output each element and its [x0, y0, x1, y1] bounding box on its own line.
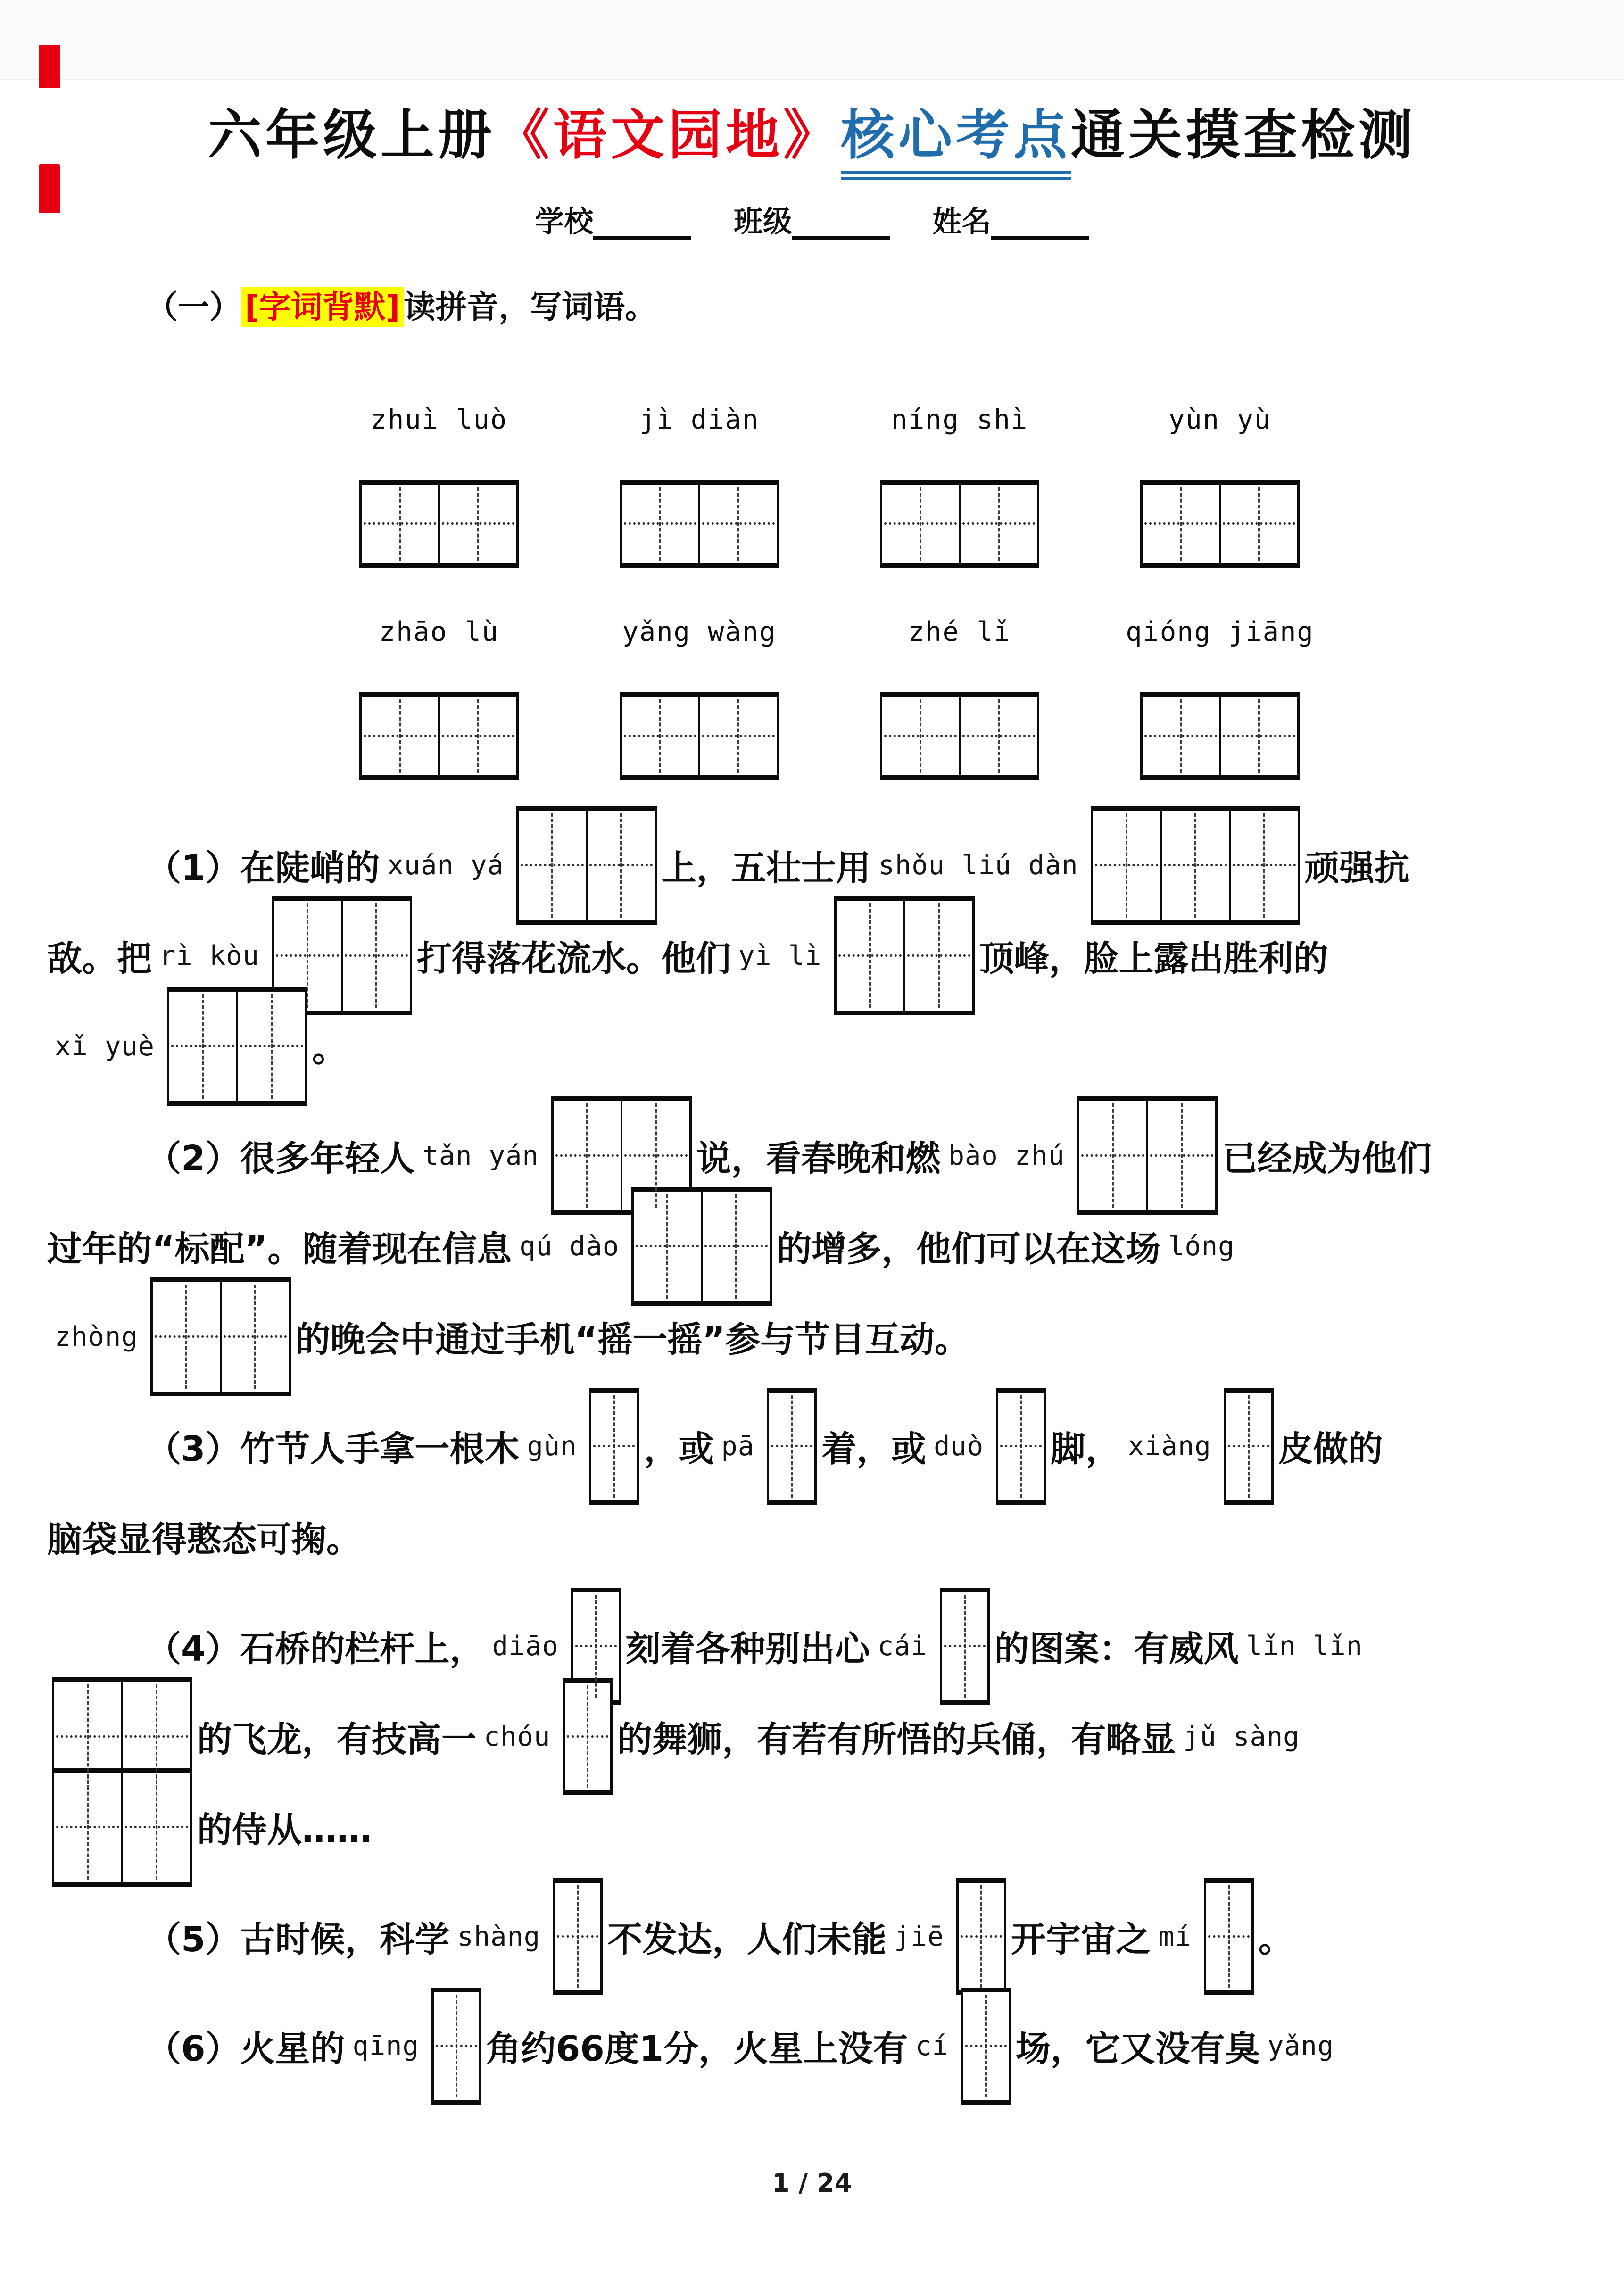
section-index: （一） [146, 289, 241, 325]
pinyin-label: diāo [492, 1631, 559, 1662]
writing-cell[interactable] [434, 1992, 479, 2100]
pinyin-grid-row [358, 401, 1301, 568]
pinyin-label: xuán yá [387, 850, 504, 881]
writing-cell[interactable] [1206, 1883, 1251, 1990]
school-field [535, 198, 691, 240]
pinyin-word-column [358, 613, 520, 780]
section-header [146, 282, 656, 327]
writing-grid-box[interactable] [150, 1277, 291, 1396]
writing-grid-box[interactable] [961, 1988, 1011, 2105]
writing-grid-box[interactable] [620, 692, 779, 780]
chinese-text: 已经成为他们 [1222, 1138, 1432, 1179]
writing-cell[interactable] [882, 485, 959, 563]
chinese-text: （2）很多年轻人 [146, 1138, 415, 1179]
pinyin-label: zhāo lù [379, 616, 499, 647]
class-input-blank[interactable] [792, 208, 890, 240]
chinese-text: 场，它又没有臭 [1015, 2029, 1260, 2069]
writing-grid-box[interactable] [1077, 1096, 1218, 1215]
chinese-text: 上，五壮士用 [661, 848, 871, 888]
sentence-line [47, 911, 1596, 1001]
pinyin-label: xǐ yuè [55, 1031, 155, 1062]
writing-cell[interactable] [1079, 1101, 1146, 1210]
chinese-text: 脚， [1051, 1429, 1121, 1469]
writing-cell[interactable] [1219, 485, 1297, 563]
writing-cell[interactable] [1146, 1101, 1215, 1210]
pinyin-label: lǐn lǐn [1246, 1631, 1363, 1662]
sentence-line [47, 1401, 1596, 1492]
section-instruction: 读拼音，写词语。 [404, 289, 657, 325]
writing-cell[interactable] [1160, 811, 1229, 920]
chinese-text: 说，看春晚和燃 [696, 1138, 941, 1179]
writing-cell[interactable] [701, 1192, 770, 1301]
writing-cell[interactable] [586, 811, 655, 920]
sentence-line [47, 1111, 1596, 1201]
chinese-text: 着，或 [821, 1429, 927, 1469]
name-input-blank[interactable] [991, 208, 1089, 240]
pinyin-label: duò [934, 1431, 984, 1462]
pinyin-label: shàng [457, 1921, 541, 1952]
chinese-text: 的侍从…… [197, 1810, 372, 1850]
writing-grid-box[interactable] [1140, 480, 1300, 568]
writing-grid-box[interactable] [834, 896, 975, 1015]
writing-grid-box[interactable] [940, 1588, 990, 1705]
pinyin-label: qióng jiāng [1126, 616, 1314, 647]
writing-grid-box[interactable] [1091, 806, 1300, 925]
writing-grid-box[interactable] [880, 480, 1039, 568]
writing-cell[interactable] [1143, 485, 1219, 563]
sentence-line [47, 1001, 1596, 1092]
chinese-text: 脑袋显得憨态可掬。 [47, 1519, 361, 1560]
writing-cell[interactable] [121, 1773, 190, 1882]
writing-cell[interactable] [903, 901, 972, 1011]
writing-cell[interactable] [837, 901, 903, 1011]
pinyin-word-column [619, 401, 780, 568]
writing-cell[interactable] [959, 485, 1037, 563]
chinese-text: 顶峰，脸上露出胜利的 [979, 938, 1328, 979]
writing-cell[interactable] [519, 811, 586, 920]
sentence-line [47, 1292, 1596, 1382]
name-field [933, 198, 1089, 240]
writing-grid-box[interactable] [553, 1878, 603, 1995]
writing-grid-box[interactable] [516, 806, 657, 925]
page-title [0, 92, 1624, 169]
sentence-line [47, 1691, 1596, 1782]
writing-cell[interactable] [153, 1282, 220, 1392]
pinyin-label: cí [915, 2031, 949, 2062]
writing-grid-box[interactable] [167, 987, 307, 1106]
pinyin-label: jì diàn [639, 404, 760, 435]
writing-cell[interactable] [769, 1393, 814, 1500]
pinyin-label: qīng [352, 2031, 419, 2062]
writing-cell[interactable] [438, 697, 516, 775]
writing-grid-box[interactable] [631, 1187, 772, 1306]
sentence [47, 1891, 1596, 1982]
writing-grid-box[interactable] [1140, 692, 1300, 780]
pinyin-label: jiē [894, 1921, 945, 1952]
writing-cell[interactable] [1219, 697, 1297, 775]
writing-cell[interactable] [341, 901, 410, 1011]
student-info-line [0, 198, 1624, 240]
writing-cell[interactable] [634, 1192, 701, 1301]
chinese-text: 的图案：有威风 [994, 1629, 1239, 1669]
pinyin-label: yì lì [738, 940, 822, 971]
writing-cell[interactable] [555, 1883, 600, 1990]
writing-grid-box[interactable] [52, 1768, 192, 1887]
writing-cell[interactable] [942, 1592, 987, 1700]
chinese-text: 。 [1258, 1919, 1293, 1960]
sentence-line [47, 2001, 1596, 2091]
writing-cell[interactable] [362, 697, 438, 775]
sentence-line [47, 1782, 1596, 1873]
chinese-text: （5）古时候，科学 [146, 1919, 450, 1960]
writing-cell[interactable] [959, 1883, 1004, 1990]
writing-cell[interactable] [622, 485, 698, 563]
chinese-text: （6）火星的 [146, 2029, 345, 2069]
writing-cell[interactable] [698, 697, 777, 775]
chinese-text: 的舞狮，有若有所悟的兵俑，有略显 [617, 1719, 1176, 1760]
chinese-text: （3）竹节人手拿一根木 [146, 1429, 520, 1469]
school-input-blank[interactable] [593, 208, 691, 240]
title-book-part: 《语文园地》 [495, 104, 841, 166]
sentence [47, 1111, 1596, 1382]
pinyin-word-column [358, 401, 520, 568]
chinese-text: 过年的“标配”。随着现在信息 [47, 1229, 512, 1269]
writing-cell[interactable] [698, 485, 777, 563]
chinese-text: 不发达，人们未能 [607, 1919, 887, 1960]
pinyin-label: zhé lǐ [908, 616, 1011, 647]
sentence-line [47, 1601, 1596, 1691]
writing-grid-box[interactable] [431, 1988, 481, 2105]
chinese-text: 皮做的 [1278, 1429, 1383, 1469]
pinyin-word-column [1139, 401, 1301, 568]
writing-cell[interactable] [236, 992, 305, 1101]
writing-cell[interactable] [1093, 811, 1160, 920]
writing-cell[interactable] [362, 485, 438, 563]
chinese-text: 打得落花流水。他们 [416, 938, 731, 979]
writing-cell[interactable] [565, 1683, 610, 1790]
chinese-text: 角约66度1分，火星上没有 [486, 2029, 908, 2069]
writing-grid-box[interactable] [956, 1878, 1006, 1995]
writing-grid-box[interactable] [620, 480, 779, 568]
writing-grid-box[interactable] [563, 1678, 613, 1795]
pinyin-label: gùn [527, 1431, 577, 1462]
page-number: 1 / 24 [771, 2168, 853, 2198]
writing-cell[interactable] [882, 697, 959, 775]
pinyin-label: lóng [1168, 1231, 1235, 1262]
chinese-text: 的晚会中通过手机“摇一摇”参与节目互动。 [295, 1319, 969, 1360]
pinyin-label: mí [1158, 1921, 1192, 1952]
pinyin-label: pā [721, 1431, 755, 1462]
pinyin-label: rì kòu [159, 940, 259, 971]
pinyin-label: yùn yù [1168, 404, 1271, 435]
sentence-line [47, 1492, 1596, 1582]
class-field [734, 198, 890, 240]
pinyin-label: yǎng [1267, 2031, 1334, 2062]
sentence [47, 1401, 1596, 1582]
pinyin-word-column [619, 613, 780, 780]
sentence-exercises [47, 820, 1596, 2110]
pinyin-grid-row [358, 613, 1314, 780]
chinese-text: 。 [312, 1029, 347, 1069]
pinyin-label: cái [877, 1631, 928, 1662]
writing-grid-box[interactable] [359, 480, 519, 568]
pinyin-label: yǎng wàng [622, 616, 777, 647]
writing-grid-box[interactable] [1204, 1878, 1254, 1995]
writing-cell[interactable] [1229, 811, 1298, 920]
writing-cell[interactable] [1143, 697, 1219, 775]
sentence [47, 820, 1596, 1092]
writing-cell[interactable] [959, 697, 1037, 775]
chinese-text: （4）石桥的栏杆上， [146, 1629, 485, 1669]
pinyin-label: zhuì luò [370, 404, 508, 435]
writing-grid-box[interactable] [589, 1388, 639, 1505]
writing-cell[interactable] [220, 1282, 289, 1392]
writing-cell[interactable] [54, 1773, 121, 1882]
title-grade-part: 六年级上册 [207, 104, 496, 166]
chinese-text: （1）在陡峭的 [146, 848, 380, 888]
pinyin-label: qú dào [519, 1231, 620, 1262]
chinese-text: 开宇宙之 [1011, 1919, 1151, 1960]
chinese-text: 敌。把 [47, 938, 152, 979]
name-label: 姓名 [932, 204, 991, 239]
red-artifact-mark [39, 45, 60, 88]
writing-grid-box[interactable] [880, 692, 1039, 780]
chinese-text: ，或 [644, 1429, 714, 1469]
writing-cell[interactable] [1226, 1393, 1271, 1500]
pinyin-label: jǔ sàng [1183, 1721, 1300, 1752]
writing-cell[interactable] [963, 1992, 1009, 2100]
pinyin-word-column [1126, 613, 1314, 780]
school-label: 学校 [535, 204, 594, 239]
title-keypoint-part: 核心考点 [841, 104, 1071, 180]
writing-cell[interactable] [554, 1101, 621, 1210]
writing-cell[interactable] [998, 1393, 1044, 1500]
writing-cell[interactable] [622, 697, 698, 775]
chinese-text: 的增多，他们可以在这场 [777, 1229, 1161, 1269]
pinyin-label: xiàng [1128, 1431, 1211, 1462]
pinyin-label: níng shì [891, 404, 1028, 435]
writing-cell[interactable] [169, 992, 236, 1101]
writing-cell[interactable] [591, 1393, 637, 1500]
pinyin-label: zhòng [55, 1321, 138, 1352]
pinyin-label: shǒu liú dàn [878, 850, 1078, 881]
chinese-text: 刻着各种别出心 [625, 1629, 870, 1669]
pinyin-label: tǎn yán [422, 1140, 539, 1171]
section-tag: [字词背默] [241, 287, 404, 327]
title-suffix-part: 通关摸查检测 [1071, 104, 1417, 166]
sentence-line [47, 1891, 1596, 1982]
sentence [47, 1601, 1596, 1873]
writing-cell[interactable] [438, 485, 516, 563]
writing-grid-box[interactable] [767, 1388, 817, 1505]
page-top-edge [0, 0, 1624, 80]
pinyin-word-column [879, 401, 1040, 568]
writing-grid-box[interactable] [996, 1388, 1046, 1505]
pinyin-word-column [879, 613, 1040, 780]
pinyin-label: bào zhú [948, 1140, 1065, 1171]
writing-grid-box[interactable] [359, 692, 519, 780]
writing-grid-box[interactable] [1224, 1388, 1274, 1505]
chinese-text: 顽强抗 [1304, 848, 1409, 888]
class-label: 班级 [733, 204, 792, 239]
pinyin-label: chóu [484, 1721, 551, 1752]
chinese-text: 的飞龙，有技高一 [197, 1719, 476, 1760]
sentence [47, 2001, 1596, 2091]
